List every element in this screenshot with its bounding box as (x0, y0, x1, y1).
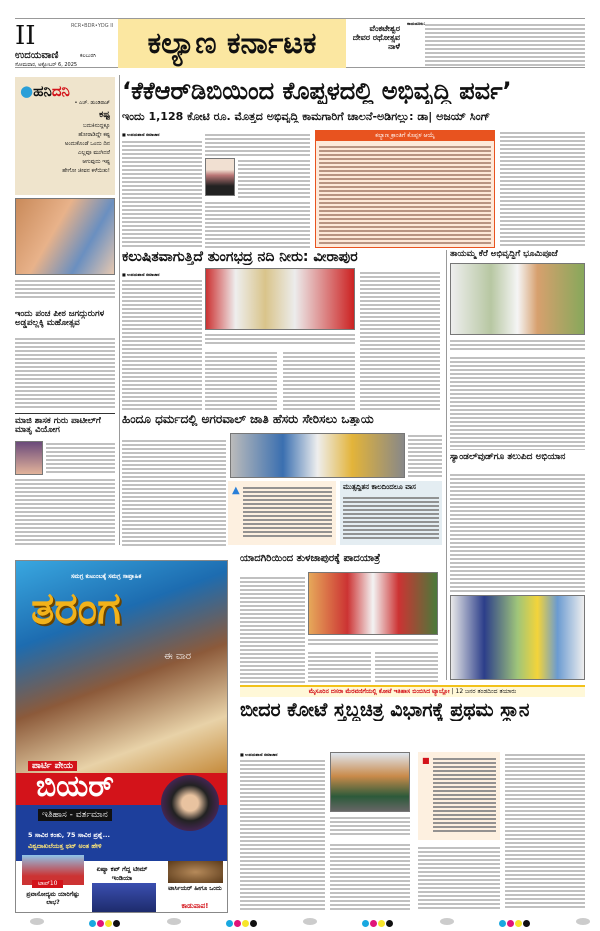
left-story-2 (46, 441, 115, 475)
oval-mark (576, 918, 590, 925)
ad-cover-sub: ಇತಿಹಾಸ - ವರ್ತಮಾನ (38, 809, 112, 821)
hanidani-title: ಹನಿ (33, 82, 52, 100)
ad-tarsier-b: ಕಾಡುಪಾಪ! (181, 902, 209, 910)
hanidani-box (15, 77, 115, 195)
side-headline: ವೆಂಕಟೇಶ್ವರ ದೇವರ ರಥೋತ್ಸವ ನಾಳೆ (352, 25, 400, 51)
strip-left: ಮೈಸೂರಿನ ದಸರಾ ಮೆರವಣಿಗೆಯಲ್ಲಿ ಕೋಟೆ ಇತಿಹಾಸ ಬಿಂಬಿಸಿದ ಟ್ಯಾಬ್ಲೋ (308, 688, 450, 695)
poem (20, 122, 110, 176)
bidar-strip: ಮೈಸೂರಿನ ದಸರಾ ಮೆರವಣಿಗೆಯಲ್ಲಿ ಕೋಟೆ ಇತಿಹಾಸ ಬಿಂಬಿಸಿದ ಟ್ಯಾಬ್ಲೋ | 12 ಜನರ ತಂಡದಿಂದ ತಯಾರು (240, 685, 585, 697)
tungabhadra-caption (205, 332, 355, 346)
side-dateline: ರಾಯಚೂರು: (407, 21, 426, 26)
oval-mark (30, 918, 44, 925)
page-number: II (15, 21, 36, 51)
agarwal-photo (230, 433, 405, 478)
orange-box-text (319, 144, 491, 244)
tungabhadra-photo (205, 268, 355, 330)
quote-icon: ■ (422, 756, 430, 765)
oval-mark (303, 918, 317, 925)
tarsier-photo (168, 861, 223, 883)
byline: ■ ಉದಯವಾಣಿ ಸಮಾಚಾರ (240, 752, 278, 757)
mutsaddi-text (343, 495, 439, 541)
padayatre-text-2 (308, 650, 371, 683)
quote-text (243, 485, 332, 539)
tungabhadra-headline: ಕಲುಷಿತವಾಗುತ್ತಿದೆ ತುಂಗಭದ್ರ ನದಿ ನೀರು: ವೀರಾಪುರ (122, 250, 358, 265)
date: ಸೋಮವಾರ, ಅಕ್ಟೋಬರ್ 6, 2025 (15, 62, 78, 68)
orange-box (315, 130, 495, 248)
bidar-text-1 (240, 758, 325, 910)
hanidani-author: • ಎಚ್. ಡುಂಡಿರಾಜ್ (74, 100, 110, 106)
bidar-quote-text (433, 756, 496, 832)
agarwal-text-2 (408, 433, 442, 478)
tungabhadra-text-2 (205, 350, 277, 410)
section-banner (118, 19, 346, 68)
ajay-singh-photo (205, 158, 235, 196)
mutsaddi-headline: ಮುತ್ಸದ್ದಿತನ ಕಾಲದಿಂದಲೂ ವಾಸ (343, 484, 416, 491)
thumbs-up-icon: ▲ (232, 485, 240, 496)
left-story-1 (15, 336, 115, 410)
orange-box-title: ಕಲ್ಯಾಣ ಕ್ರಾಂತಿಗೆ ಕೊಪ್ಪಳ ಆಯ್ಕೆ (316, 131, 494, 141)
ad-cricket: ಏಷ್ಯಾ ಕಪ್ ಗೆದ್ದ ಟೀಮ್ ಇಂಡಿಯಾ (96, 865, 148, 882)
masthead (15, 18, 585, 68)
oval-mark (167, 918, 181, 925)
poem-line: ಎಲ್ಲವೂ ಮುಗಿದರೆ (77, 150, 110, 156)
taranga-ad[interactable] (15, 560, 228, 913)
poem-line: ಹೋರಾಡಿದ್ದೇ ಕಷ್ಟ (78, 132, 110, 138)
cricket-photo (92, 883, 156, 913)
padayatre-photo (308, 572, 438, 635)
ad-tarsier: ಟಾರ್ಸಿಯರ್ ಹೀಗೂ ಒಂದು (168, 885, 222, 892)
tungabhadra-text-1 (122, 278, 202, 410)
editions: RCR•BDR•YDG II (71, 23, 114, 29)
lead-headline: ‘ಕೆಕೆಆರ್‌ಡಿಬಿಯಿಂದ ಕೊಪ್ಪಳದಲ್ಲಿ ಅಭಿವೃದ್ಧಿ ಪರ್ವ’ (122, 78, 512, 105)
color-dots (362, 912, 394, 931)
oval-mark (440, 918, 454, 925)
sandalwood-headline: ಸ್ಯಾಂಡಲ್‌ವುಡ್‌ಗೂ ತಲುಪಿದ ಅಭಿಯಾನ (450, 453, 566, 462)
ad-top10: ಟಾಪ್10 (32, 880, 63, 888)
bidar-text-2 (330, 842, 410, 910)
ad-cover: ಬಿಯರ್ (36, 769, 114, 804)
photo-caption (15, 278, 115, 300)
lead-byline: ■ ಉದಯವಾಣಿ ಸಮಾಚಾರ (122, 132, 160, 137)
padayatre-text-3 (375, 650, 438, 683)
ad-kicker: ಪಾರ್ಟಿ ಪೇಯ (28, 761, 77, 771)
tungabhadra-text-4 (360, 270, 440, 410)
color-dots (89, 912, 121, 931)
tungabhadra-text-3 (283, 350, 355, 410)
strip-right: 12 ಜನರ ತಂಡದಿಂದ ತಯಾರು (455, 688, 517, 695)
tayamma-caption (450, 338, 585, 350)
portrait-photo (15, 441, 43, 475)
poem-line: ಆಗುವುದು ಇಷ್ಟ (82, 159, 110, 165)
lead-text-col4 (500, 130, 585, 248)
lead-text-col1 (122, 139, 202, 249)
ad-issue: ಈ ವಾರ (164, 651, 192, 662)
tayamma-text (450, 355, 585, 450)
padayatre-headline: ಯಾದಗಿರಿಯಿಂದ ತುಳಜಾಪುರಕ್ಕೆ ಪಾದಯಾತ್ರೆ (240, 553, 381, 564)
left-headline-2: ಮಾಜಿ ಶಾಸಕ ಗುರು ಪಾಟೀಲ್‌ಗೆ ಮಾತೃ ವಿಯೋಗ (15, 417, 101, 436)
column-rule (119, 75, 120, 545)
divider (15, 413, 115, 414)
padayatre-text-1 (240, 575, 305, 683)
city: ಕಲಬುರಗಿ (80, 53, 96, 59)
bidar-tableau-photo (330, 752, 410, 812)
tayamma-photo (450, 263, 585, 335)
tayamma-headline: ತಾಯಮ್ಮ ಕೆರೆ ಅಭಿವೃದ್ಧಿಗೆ ಭೂಮಿಪೂಜೆ (450, 250, 558, 259)
section-title: ಕಲ್ಯಾಣ ಕರ್ನಾಟಕ (147, 26, 317, 61)
bidar-text-3 (418, 845, 500, 910)
lead-text-col2 (205, 132, 310, 156)
left-headline-1: ಇಂದು ಪಂಚ ಪೀಠ ಜಗದ್ಗುರುಗಳ ಅಡ್ಡಪಲ್ಲಕ್ಕಿ ಮಹೋತ್ಸವ (15, 310, 105, 329)
color-dots (499, 912, 531, 931)
host-photo (161, 775, 219, 831)
poem-line: ಬದುಕಿನುದ್ದಕ್ಕೂ (83, 123, 110, 129)
ad-line1: 5 ಸಾವಿರ ಕಂತು, 75 ಸಾವಿರ ಪ್ರಶ್ನೆ... (28, 831, 110, 839)
padayatre-caption (308, 637, 438, 647)
drop-icon: ● (20, 82, 34, 100)
sandalwood-photo (450, 595, 585, 680)
ad-tagline: ಸಮಗ್ರ ಕುಟುಂಬಕ್ಕೆ ಸಮಗ್ರ ಸಾಪ್ತಾಹಿಕ (71, 573, 142, 580)
color-dots (226, 912, 258, 931)
lead-text-col2c (205, 200, 310, 248)
registration-marks (30, 912, 590, 931)
agarwal-headline: ಹಿಂದೂ ಧರ್ಮದಲ್ಲಿ ಅಗರವಾಲ್ ಜಾತಿ ಹೆಸರು ಸೇರಿಸಲು ಒತ್ತಾಯ (122, 413, 374, 426)
left-story-2b (15, 477, 115, 547)
poem-line: ಹೇಗೋ ಜೀವನ ಕಳೆಯಿತು! (62, 168, 110, 174)
bidar-headline: ಬೀದರ ಕೋಟೆ ಸ್ತಬ್ಧಚಿತ್ರ ವಿಭಾಗಕ್ಕೆ ಪ್ರಥಮ ಸ್ಥಾನ (240, 700, 530, 721)
bidar-caption (330, 815, 410, 837)
side-story-text (425, 22, 585, 66)
byline: ■ ಉದಯವಾಣಿ ಸಮಾಚಾರ (122, 272, 160, 277)
sandalwood-text (450, 472, 585, 592)
lead-subheadline: ಇಂದು 1,128 ಕೋಟಿ ರೂ. ಮೊತ್ತದ ಅಭಿವೃದ್ಧಿ ಕಾಮಗಾರಿಗೆ ಚಾಲನೆ-ಅಡಿಗಲ್ಲು: ಡಾ| ಅಜಯ್‌ ಸಿಂಗ್ (122, 111, 491, 123)
swamiji-photo (15, 198, 115, 275)
agarwal-text-1 (122, 438, 226, 546)
poem-title: ಕಷ್ಟ (99, 110, 110, 120)
mutsaddi-box (340, 481, 442, 545)
ad-travel: ಪ್ರವಾಸೋದ್ಯಮ ಯಾರಿಗೆಷ್ಟು ಲಾಭ? (26, 891, 80, 906)
paper-name: ಉದಯವಾಣಿ (15, 50, 59, 61)
ad-brand: ತರಂಗ (31, 583, 121, 634)
hanidani-title-red: ದನಿ (51, 82, 70, 100)
ad-line2: ವಿಶ್ವದಾಖಲೆಯತ್ತ ಥಟ್ ಅಂತ ಹೇಳಿ (28, 842, 102, 850)
lead-text-col2b (238, 158, 310, 198)
poem-line: ಅಂದುಕೊಂಡೆ ಒಂದು ದಿನ (64, 141, 110, 147)
bidar-text-4 (505, 752, 585, 910)
quote-box (228, 481, 336, 545)
bidar-quote-box (418, 752, 500, 840)
column-rule (446, 250, 447, 680)
